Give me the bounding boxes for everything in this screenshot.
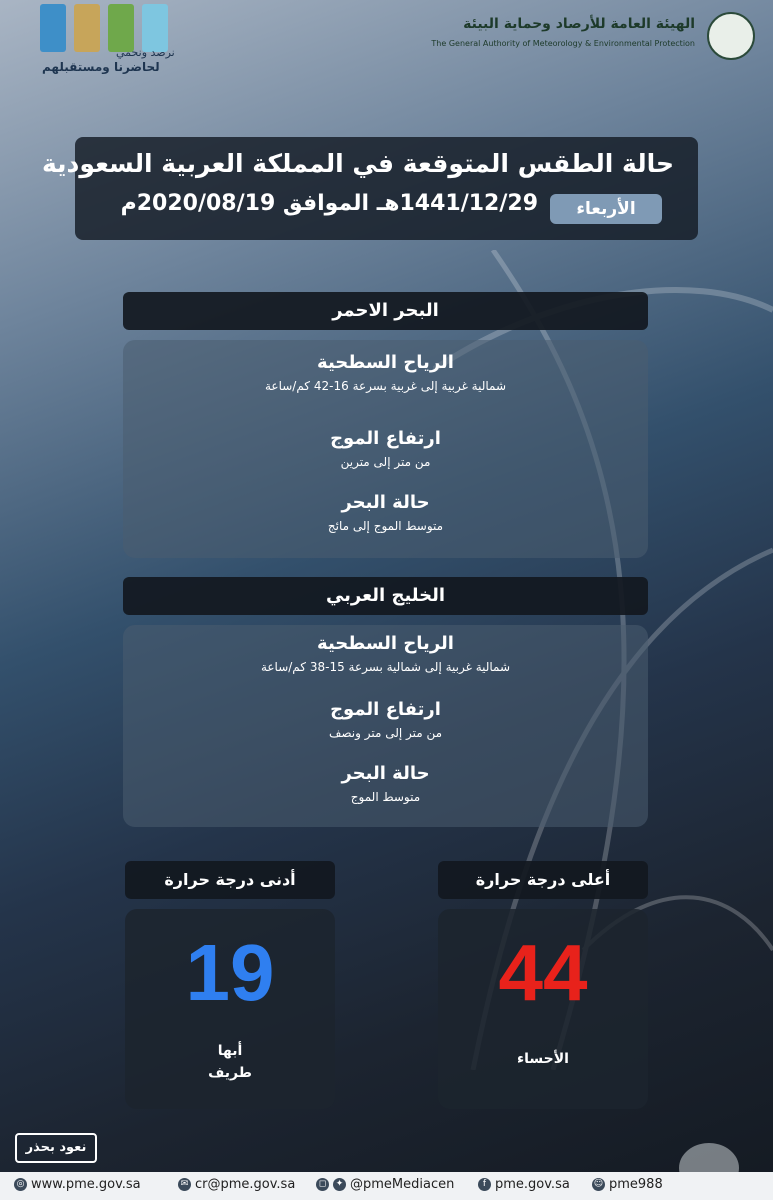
title-panel	[41, 137, 698, 240]
date-text: 1441/12/29هـ الموافق 2020/08/19م	[120, 191, 538, 216]
twitter-icon: ✦	[333, 1178, 346, 1191]
footer-email[interactable]: ✉ cr@pme.gov.sa	[178, 1177, 295, 1192]
slogan-line2: لحاضرنا ومستقبلهم	[42, 60, 160, 74]
wave-icon	[40, 4, 66, 52]
max-temp-label: أعلى درجة حرارة	[438, 861, 648, 899]
min-temp-city-1: أبها	[217, 1043, 243, 1059]
globe-icon: ◎	[14, 1178, 27, 1191]
min-temp-city-2: طريف	[208, 1065, 252, 1081]
footer-social[interactable]: ◻ ✦ @pmeMediacen	[316, 1177, 454, 1192]
min-temp-value: 19	[185, 928, 275, 1017]
wind-title: الرياح السطحية	[317, 352, 454, 373]
org-name-ar: الهيئة العامة للأرصاد وحماية البيئة	[463, 16, 695, 32]
wave-title: ارتفاع الموج	[330, 699, 441, 720]
facebook-icon: f	[478, 1178, 491, 1191]
red-sea-heading: البحر الاحمر	[123, 292, 648, 330]
wind-value: شمالية غربية إلى شمالية بسرعة 15-38 كم/ساعة	[260, 660, 511, 674]
wave-title: ارتفاع الموج	[330, 428, 441, 449]
slogan-line1: نرصد ونحمي	[116, 46, 175, 59]
arabian-gulf-card	[123, 625, 648, 827]
min-temp-card	[125, 909, 335, 1109]
leaf-icon	[108, 4, 134, 52]
palm-swords-emblem-icon	[707, 12, 755, 60]
sea-state-title: حالة البحر	[341, 763, 430, 784]
caution-logo: نعود بحذر	[15, 1133, 97, 1163]
arabian-gulf-heading: الخليج العربي	[123, 577, 648, 615]
footer-website[interactable]: ◎ www.pme.gov.sa	[14, 1177, 141, 1192]
wave-value: من متر إلى مترين	[340, 455, 431, 469]
mail-icon: ✉	[178, 1178, 191, 1191]
sea-state-value: متوسط الموج	[350, 790, 421, 804]
slogan-logo	[36, 4, 176, 74]
footer-bar	[0, 1172, 773, 1200]
page-title: حالة الطقس المتوقعة في المملكة العربية السعودية	[41, 149, 674, 178]
day-badge: الأربعاء	[550, 194, 662, 224]
max-temp-value: 44	[498, 928, 588, 1017]
wave-value: من متر إلى متر ونصف	[328, 726, 443, 740]
org-logo	[431, 12, 755, 62]
wind-value: شمالية غربية إلى غربية بسرعة 16-42 كم/ساعة	[264, 379, 507, 393]
min-temp-label: أدنى درجة حرارة	[125, 861, 335, 899]
sea-state-title: حالة البحر	[341, 492, 430, 513]
instagram-icon: ◻	[316, 1178, 329, 1191]
max-temp-city: الأحساء	[517, 1051, 569, 1067]
sea-state-value: متوسط الموج إلى مائج	[327, 519, 444, 533]
org-name-en: The General Authority of Meteorology & Environmental Protection	[431, 39, 695, 48]
red-sea-card	[123, 340, 648, 558]
snapchat-icon: ☺	[593, 1179, 604, 1189]
wind-title: الرياح السطحية	[317, 633, 454, 654]
dune-icon	[74, 4, 100, 52]
footer-snapchat[interactable]: ☺ pme988	[593, 1177, 663, 1192]
max-temp-card	[438, 909, 648, 1109]
footer-facebook[interactable]: f pme.gov.sa	[478, 1177, 570, 1192]
water-icon	[142, 4, 168, 52]
